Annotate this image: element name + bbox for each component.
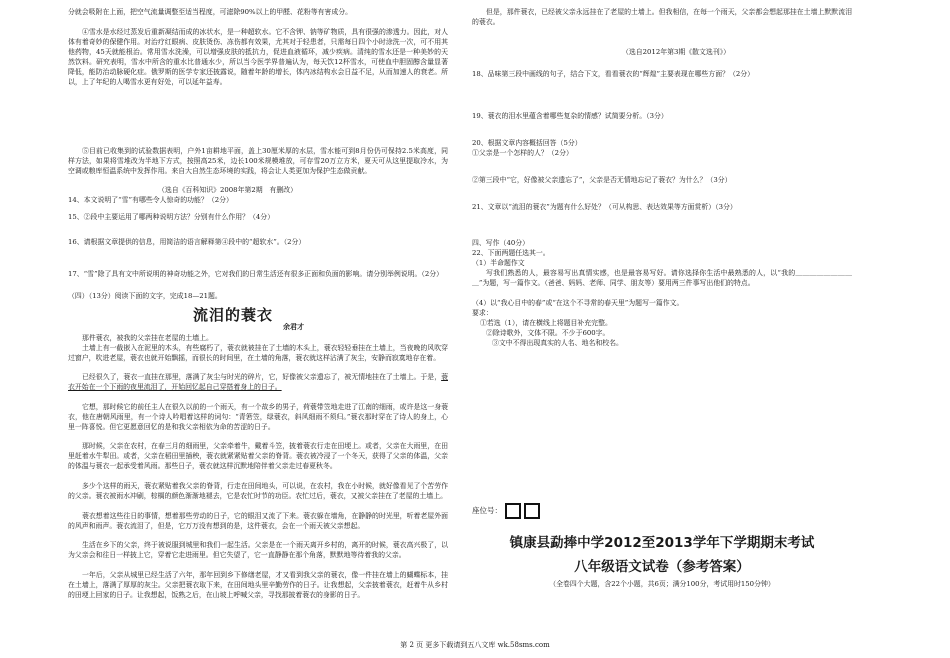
question-17: 17、“雪”除了具有文中所说明的神奇功能之外，它对我们的日常生活还有很多正面和负面的影响。请分别举例说明。（2分） bbox=[68, 270, 444, 278]
seat-number bbox=[472, 503, 540, 519]
half-title-prompt: 写我们熟悉的人，最容易写出真情实感，也是最容易写好。请你选择你生活中最熟悉的人，以“我的＿＿＿＿＿＿＿＿＿”为题，写一篇作文。（爸爸、妈妈、老师、同学、朋友等）要用两三件事写出他们的特点。 bbox=[472, 269, 852, 287]
question-15: 15、②段中主要运用了哪两种说明方法？分别有什么作用？（4分） bbox=[68, 213, 275, 221]
writing-heading: 四、写作（40分） bbox=[472, 239, 530, 247]
essay-para-2a: 土墙上有一截嵌入在泥里的木头，有些腐朽了，蓑衣就被挂在了土墙的木头上，蓑衣轻轻垂挂在土墙上，当夜晚的风吹穿过窗户，吹进老屋，蓑衣也就开始飘摇，而很长的时间里，在土墙的角落，蓑衣就这样沾满了灰尘，安静而寂寞地存在着。 bbox=[68, 344, 448, 362]
question-21: 21、文章以“流泪的蓑衣”为题有什么好处？（可从构思、表达效果等方面赏析）（3分） bbox=[472, 203, 737, 211]
seat-box-1 bbox=[505, 503, 521, 519]
section-4-heading: （四）（13分）阅读下面的文字，完成18—21题。 bbox=[68, 292, 222, 300]
exam-note: （全卷四个大题，含22个小题，共6页；满分100分，考试用时150分钟） bbox=[549, 580, 775, 588]
exam-title-line-2: 八年级语文试卷（参考答案） bbox=[574, 559, 750, 575]
requirement-1: ①若选（1），请在横线上将题目补充完整。 bbox=[480, 319, 612, 327]
option-2-prompt: （4）以“我心目中的春”或“在这个不寻常的春天里”为题写一篇作文。 bbox=[472, 299, 684, 307]
essay-para-4: 那时候，父亲在农村，在春三月的细雨里，父亲牵着牛，戴着斗笠，披着蓑衣行走在田埂上。或者，父亲在大雨里，在田里赶着水牛犁田。或者，父亲在稻田里插秧，蓑衣就紧紧贴着父亲的脊背。蓑衣被冷浸了一个冬天，获得了父亲的体温，父亲的体温与蓑衣一起承受着风雨。那些日子，蓑衣就这样沉默地陪伴着父亲走过春夏秋冬。 bbox=[68, 442, 448, 470]
para-2b-text: 已经很久了，蓑衣一直挂在那里，落满了灰尘与时光的碎片，它，好像被父亲遗忘了，被无情地挂在了土墙上。于是， bbox=[82, 373, 442, 381]
essay-para-9: 但是，那件蓑衣，已经被父亲永远挂在了老屋的土墙上。但我相信，在每一个雨天，父亲都会想起那挂在土墙上默默流泪的蓑衣。 bbox=[472, 8, 852, 26]
question-20: 20、根据文章内容概括回答（5分） bbox=[472, 139, 582, 147]
seat-number-label: 座位号： bbox=[472, 506, 502, 515]
requirements-heading: 要求： bbox=[472, 309, 493, 317]
question-14: 14、本文说明了“雪”有哪些令人惊奇的功能？（2分） bbox=[68, 196, 233, 204]
essay-para-3: 它想，那时候它的前任主人在很久以前的一个雨天，有一个故乡的男子，荷蓑带笠地走进了江南的细雨，或许是这一身蓑衣，他在唐朝风雨里，有一个诗人吟唱着这样的词句：“青箬笠，绿蓑衣，斜风细雨不须归。”蓑衣那时穿在了诗人的身上，心里一阵喜悦。但它更愿意回忆的是和我父亲相依为命的苦涩的日子。 bbox=[68, 403, 448, 431]
requirement-2: ②除诗歌外，文体不限。不少于600字。 bbox=[486, 329, 610, 337]
question-20-1: ①父亲是一个怎样的人？（2分） bbox=[472, 149, 573, 157]
question-18: 18、品味第三段中画线的句子，结合下文，看看蓑衣的“辉煌”主要表现在哪些方面？（2分） bbox=[472, 70, 755, 78]
question-19: 19、蓑衣的泪水里蕴含着哪些复杂的情感？试简要分析。（3分） bbox=[472, 112, 668, 120]
essay-para-6: 蓑衣想着这些往日的事情，想着那些劳动的日子，它的眼泪又流了下来。蓑衣躲在墙角，在静静的时光里，听着老屋外面的风声和雨声。蓑衣流泪了，但是，它万万没有想到的是，这件蓑衣，会在一个雨天被父亲想起。 bbox=[68, 512, 448, 530]
page-footer: 第 2 页 更多下载请到五八文库 wk.58sms.com bbox=[400, 641, 550, 649]
requirement-3: ③文中不得出现真实的人名、地名和校名。 bbox=[492, 339, 623, 347]
seat-box-2 bbox=[524, 503, 540, 519]
essay-title: 流泪的蓑衣 bbox=[193, 306, 274, 324]
source-note-2: （选自2012年第3期《散文选刊》） bbox=[622, 48, 731, 56]
text-block-2: ④雪水是水经过蒸发后重新凝结而成的冰状水，是一种超软水。它不含钾、钠等矿物质，具有很强的渗透力。因此，对人体有着奇妙的保健作用。对治疗红眼病、皮肤烫伤、冻伤都有效果，尤其对于轻患者，只需每日四个小时涂洗一次，可不用其他药物，45天就能根治。常用雪水洗澡，可以增强皮肤的抵抗力，促进血液循环，减少疾病。清纯的雪水还是一种美妙的天然饮料。研究表明，雪水中所含的重水比普通水少，所以当今医学界普遍认为，每天饮12杯雪水，可使血中胆固醇含量显著降低，能防治动脉硬化症。俄罗斯的医学专家还披露说，随着年龄的增长，体内冰结构水会日益不足，从而加速人的衰老。所以，上了年纪的人喝雪水更有好处，可以延年益寿。 bbox=[68, 28, 448, 86]
essay-para-2b bbox=[68, 373, 448, 393]
text-block-3: ⑤目前已收集到的试验数据表明，户外1亩耕地平面，盖上30厘米厚的水层，雪水能可到8月份仍可保持2.5米高度，同样方法，如果将雪堆改为半地下方式，按照高25米，边长100米规模堆放，可存雪20万立方米，夏天可从这里提取冷水，为空调或粮库恒温系统中发挥作用。来自大自然生态环境的实践，将会让人类更加为保护生态做贡献。 bbox=[68, 147, 448, 175]
essay-author: 余君才 bbox=[283, 323, 304, 331]
essay-para-5: 多少个这样的雨天，蓑衣紧贴着我父亲的脊背，行走在田间地头，可以说，在农村，我在小时候，就好像看见了个苦劳作的父亲。蓑衣被雨水冲刷，棕榈的颜色渐渐地褪去，它是农忙时节的功臣。农忙过后，蓑衣，又被父亲挂在了老屋的土墙上。 bbox=[68, 482, 448, 500]
question-22: 22、下面两题任选其一。 bbox=[472, 249, 550, 257]
essay-para-7: 生活在乡下的父亲，终于被说服到城里和我们一起生活。父亲是在一个雨天离开乡村的，离开的时候，蓑衣高兴极了，以为父亲会和往日一样披上它，穿着它走进雨里。但它失望了，它一直静静在那个角落，默默地等待着我的父亲。 bbox=[68, 541, 448, 559]
essay-para-8: 一年后，父亲从城里已经生活了六年，那年回到乡下修缮老屋，才又看到我父亲的蓑衣，像一件挂在墙上的蝴蝶标本，挂在土墙上，落满了厚厚的灰尘。父亲把蓑衣取下来，在田间地头里辛勤劳作的日子。让我想起，父亲披着蓑衣，赶着牛从乡村的田埂上回家的日子。让我想起，饭熟之后，在山坡上呼喊父亲，寻找那披着蓑衣的身影的日子。 bbox=[68, 571, 448, 599]
essay-para-1: 那件蓑衣，被我的父亲挂在老屋的土墙上。 bbox=[82, 334, 213, 342]
underlined-sentence: 蓑衣开始在一个下雨的夜里流泪了，开始回忆起自己穿搭着身上的日子。 bbox=[68, 373, 448, 391]
exam-title-line-1: 镇康县勐捧中学2012至2013学年下学期期末考试 bbox=[509, 535, 815, 551]
half-title-label: （1）半命题作文 bbox=[472, 259, 525, 267]
source-note-1: （选自《百科知识》2008年第2期 有删改） bbox=[158, 186, 298, 194]
question-16: 16、请根据文章提供的信息，用简洁的语言解释第④段中的“超软水”。（2分） bbox=[68, 238, 306, 246]
text-block-1: 分就会吸附在上面，把空气流量调整至适当程度，可滤除90%以上的甲醛、花粉等有害成分。 bbox=[68, 8, 353, 16]
question-20-2: ②第三段中“它，好像被父亲遗忘了”，父亲是否无情地忘记了蓑衣？为什么？（3分） bbox=[472, 176, 732, 184]
